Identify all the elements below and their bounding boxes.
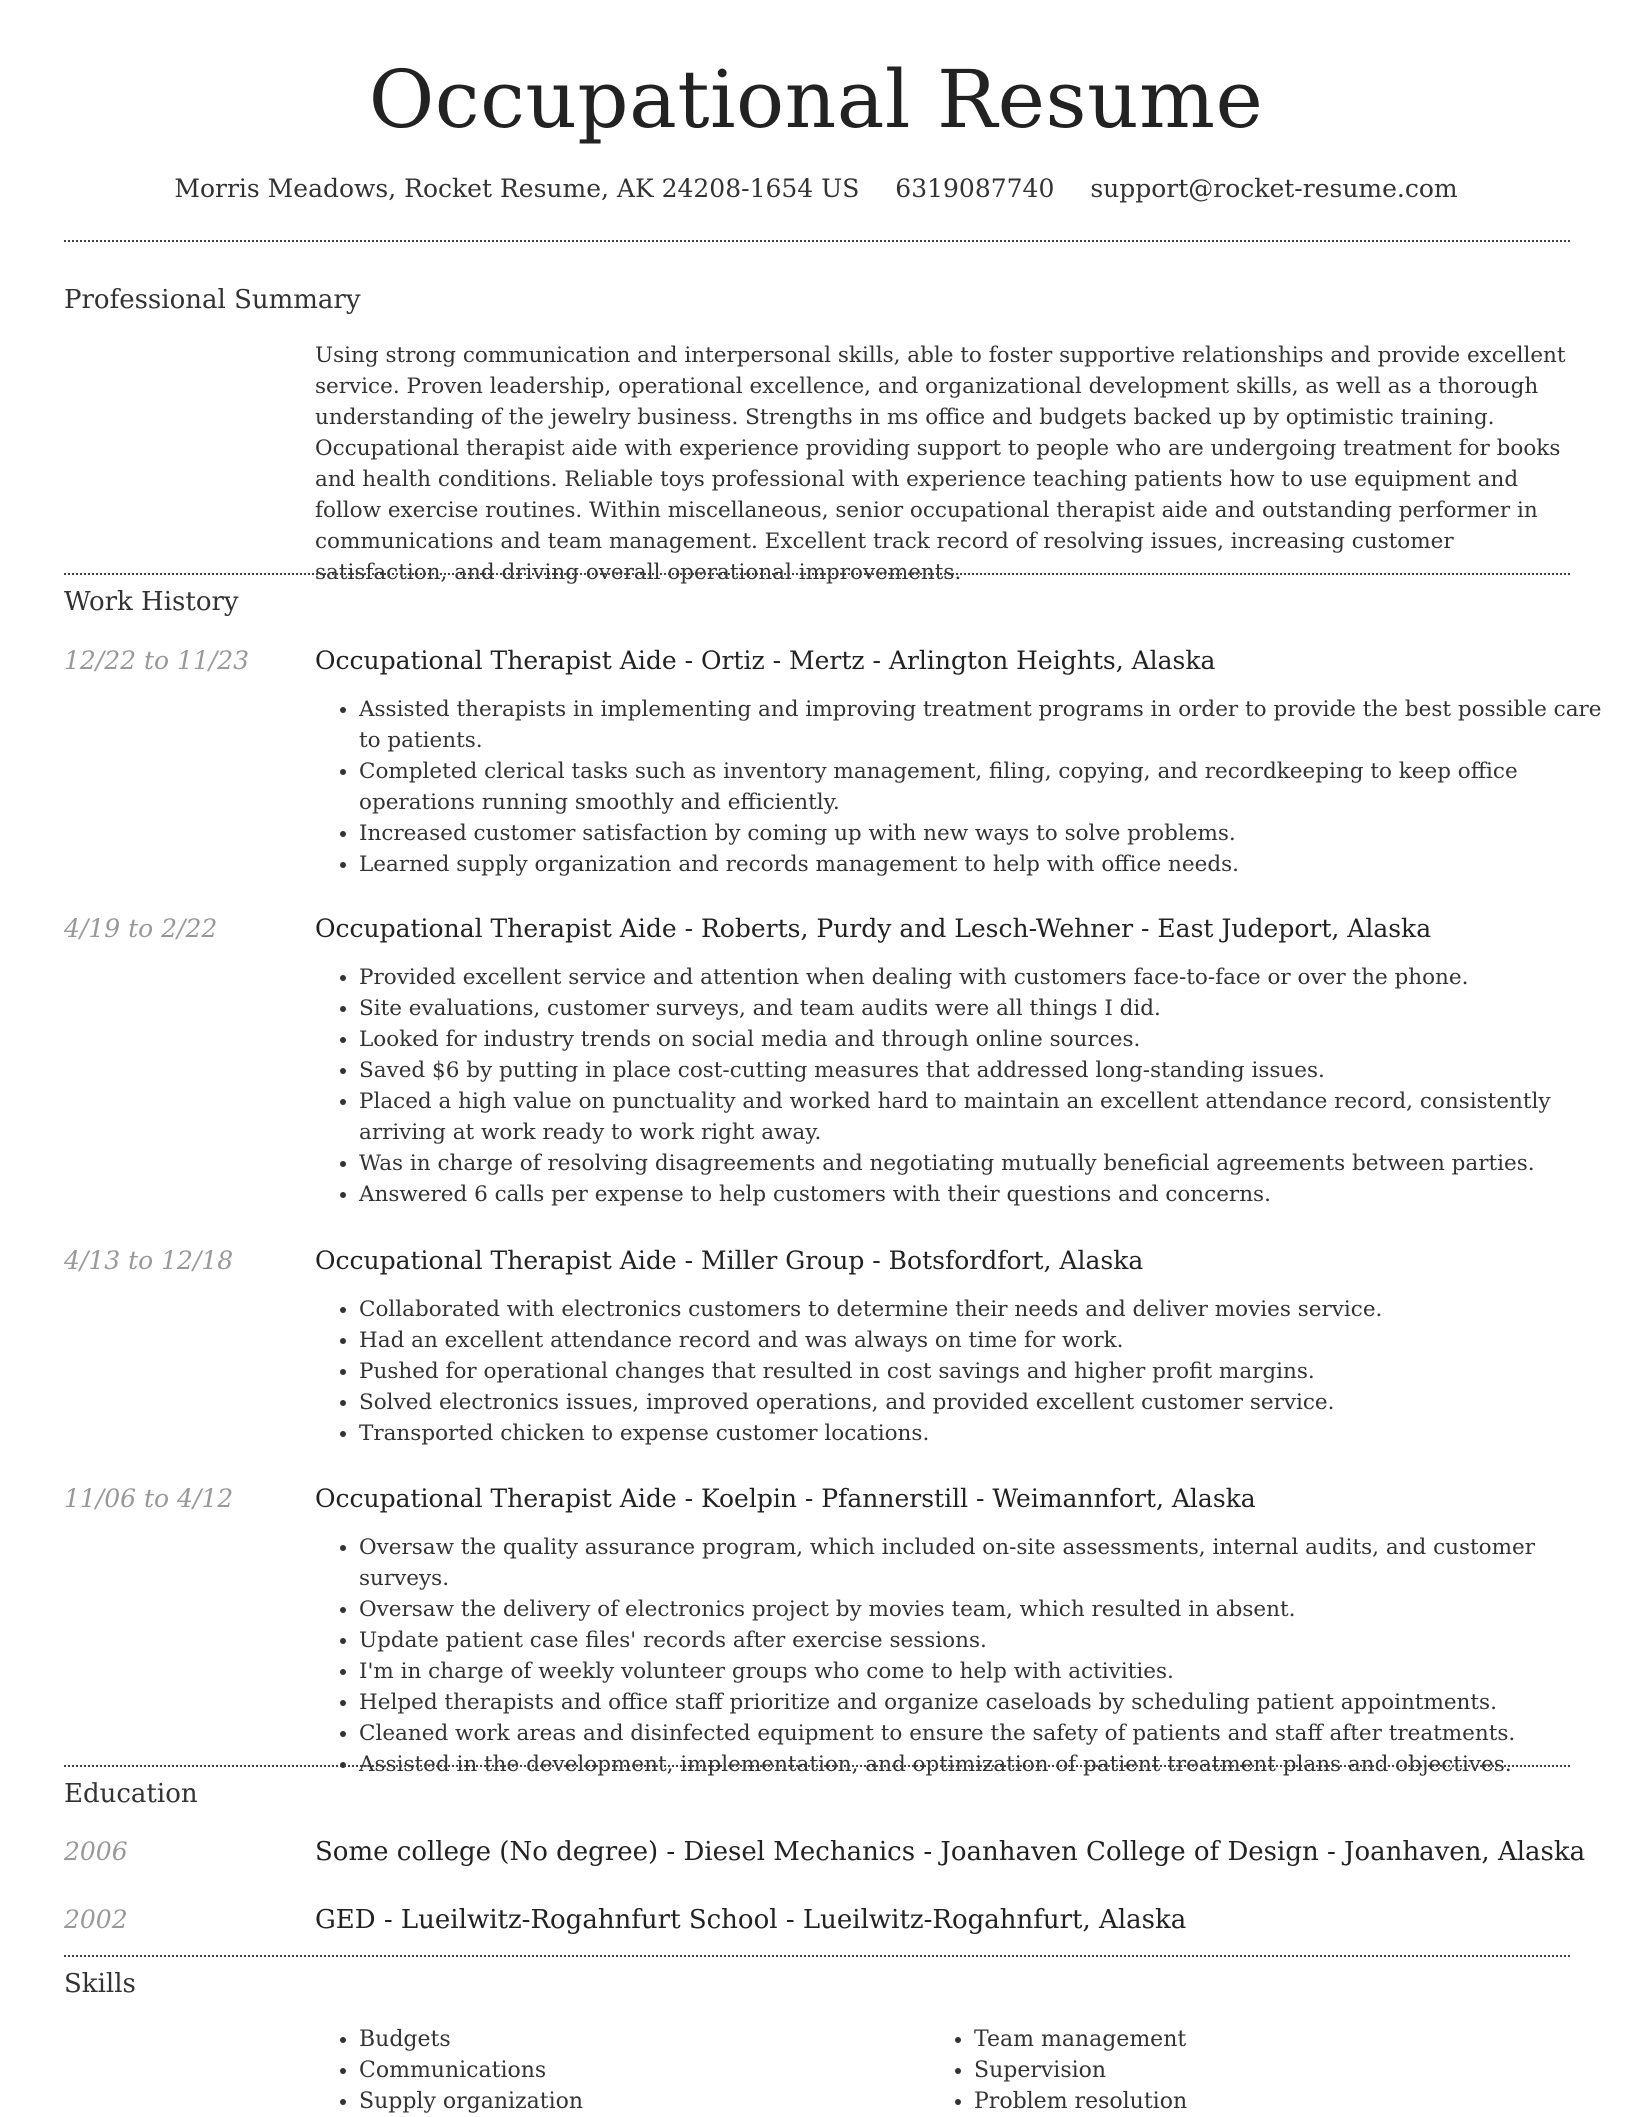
job-dates: 11/06 to 4/12 <box>64 1484 234 1513</box>
job-bullet: • Cleaned work areas and disinfected equipment to ensure the safety of patients and staff after treatments. <box>359 1718 1614 1749</box>
job-bullet: • Learned supply organization and records management to help with office needs. <box>359 849 1614 880</box>
job-bullet: • Increased customer satisfaction by coming up with new ways to solve problems. <box>359 818 1614 849</box>
job-bullet: • Was in charge of resolving disagreements and negotiating mutually beneficial agreements between parties. <box>359 1148 1614 1179</box>
job-bullet: • I'm in charge of weekly volunteer groups who come to help with activities. <box>359 1656 1614 1687</box>
section-title-education: Education <box>64 1779 198 1809</box>
job-bullets <box>315 1294 1614 1449</box>
skill-item: • Team management <box>974 2024 1187 2055</box>
education-year: 2006 <box>64 1837 128 1866</box>
job-bullet: • Update patient case files' records after exercise sessions. <box>359 1625 1614 1656</box>
skill-item: • Supervision <box>974 2055 1187 2086</box>
section-title-work-history: Work History <box>64 587 239 617</box>
divider <box>64 1955 1570 1957</box>
job-bullet: • Oversaw the delivery of electronics project by movies team, which resulted in absent. <box>359 1594 1614 1625</box>
job-bullet: • Helped therapists and office staff prioritize and organize caseloads by scheduling patient appointments. <box>359 1687 1614 1718</box>
job-bullet: • Completed clerical tasks such as inventory management, filing, copying, and recordkeeping to keep office operations running smoothly and efficiently. <box>359 756 1614 818</box>
education-title: GED - Lueilwitz-Rogahnfurt School - Lueilwitz-Rogahnfurt, Alaska <box>315 1905 1187 1935</box>
section-title-summary: Professional Summary <box>64 285 361 315</box>
job-bullets <box>315 694 1614 880</box>
contact-address: Morris Meadows, Rocket Resume, AK 24208-1654 US <box>174 174 860 203</box>
job-bullet: • Placed a high value on punctuality and worked hard to maintain an excellent attendance record, consistently arriving at work ready to work right away. <box>359 1086 1614 1148</box>
resume-title: Occupational Resume <box>368 53 1264 146</box>
job-bullet: • Site evaluations, customer surveys, and team audits were all things I did. <box>359 993 1614 1024</box>
divider <box>64 240 1570 242</box>
summary-text: Using strong communication and interpersonal skills, able to foster supportive relationships and provide excellent service. Proven leadership, operational excellence, and organizational development skills, as well as a thorough understanding of the jewelry business. Strengths in ms office and budgets backed up by optimistic training. Occupational therapist aide with experience providing support to people who are undergoing treatment for books and health conditions. Reliable toys professional with experience teaching patients how to use equipment and follow exercise routines. Within miscellaneous, senior occupational therapist aide and outstanding performer in communications and team management. Excellent track record of resolving issues, increasing customer satisfaction, and driving overall operational improvements. <box>315 343 1566 585</box>
contact-phone: 6319087740 <box>895 174 1055 203</box>
job-bullet: • Saved $6 by putting in place cost-cutting measures that addressed long-standing issues. <box>359 1055 1614 1086</box>
skill-item: • Problem resolution <box>974 2086 1187 2117</box>
job-bullets <box>315 962 1614 1210</box>
contact-line <box>0 170 1632 208</box>
education-year: 2002 <box>64 1905 128 1934</box>
job-bullet: • Provided excellent service and attention when dealing with customers face-to-face or over the phone. <box>359 962 1614 993</box>
skills-list-right <box>930 2024 1187 2117</box>
job-bullet: • Oversaw the quality assurance program, which included on-site assessments, internal audits, and customer surveys. <box>359 1532 1614 1594</box>
job-dates: 12/22 to 11/23 <box>64 646 250 675</box>
job-bullets <box>315 1532 1614 1780</box>
job-bullet: • Assisted in the development, implementation, and optimization of patient treatment plans and objectives. <box>359 1749 1614 1780</box>
job-bullet: • Pushed for operational changes that resulted in cost savings and higher profit margins. <box>359 1356 1614 1387</box>
job-bullet: • Answered 6 calls per expense to help customers with their questions and concerns. <box>359 1179 1614 1210</box>
job-title: Occupational Therapist Aide - Miller Group - Botsfordfort, Alaska <box>315 1246 1144 1275</box>
divider <box>64 573 1570 575</box>
skills-list-left <box>315 2024 583 2117</box>
job-dates: 4/13 to 12/18 <box>64 1246 234 1275</box>
education-title: Some college (No degree) - Diesel Mechanics - Joanhaven College of Design - Joanhaven, Alaska <box>315 1837 1586 1867</box>
skill-item: • Communications <box>359 2055 583 2086</box>
job-title: Occupational Therapist Aide - Roberts, Purdy and Lesch-Wehner - East Judeport, Alaska <box>315 914 1432 943</box>
job-bullet: • Looked for industry trends on social media and through online sources. <box>359 1024 1614 1055</box>
job-bullet: • Had an excellent attendance record and was always on time for work. <box>359 1325 1614 1356</box>
contact-email: support@rocket-resume.com <box>1090 174 1458 203</box>
job-bullet: • Assisted therapists in implementing and improving treatment programs in order to provide the best possible care to patients. <box>359 694 1614 756</box>
job-title: Occupational Therapist Aide - Koelpin - Pfannerstill - Weimannfort, Alaska <box>315 1484 1256 1513</box>
divider <box>64 1765 1570 1767</box>
skill-item: • Budgets <box>359 2024 583 2055</box>
job-title: Occupational Therapist Aide - Ortiz - Mertz - Arlington Heights, Alaska <box>315 646 1216 675</box>
job-bullet: • Transported chicken to expense customer locations. <box>359 1418 1614 1449</box>
skill-item: • Supply organization <box>359 2086 583 2117</box>
job-bullet: • Solved electronics issues, improved operations, and provided excellent customer service. <box>359 1387 1614 1418</box>
section-title-skills: Skills <box>64 1969 136 1999</box>
job-dates: 4/19 to 2/22 <box>64 914 218 943</box>
job-bullet: • Collaborated with electronics customers to determine their needs and deliver movies service. <box>359 1294 1614 1325</box>
